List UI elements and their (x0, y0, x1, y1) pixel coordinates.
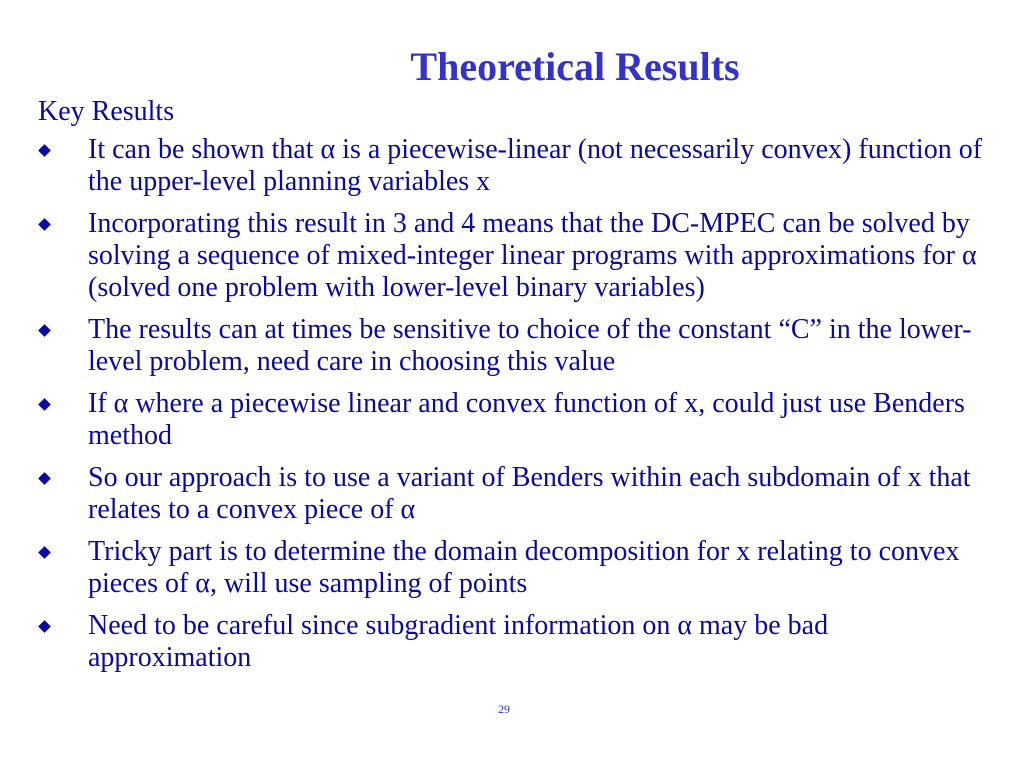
bullet-text: The results can at times be sensitive to choice of the constant “C” in the lower-level problem, need care in choosing this value (88, 314, 972, 377)
bullet-item (38, 610, 998, 674)
bullet-item (38, 462, 998, 526)
slide-content (38, 96, 998, 684)
bullet-item (38, 134, 998, 198)
section-heading: Key Results (38, 96, 175, 127)
bullet-text: It can be shown that α is a piecewise-linear (not necessarily convex) function of the upper-level planning variables x (88, 134, 983, 197)
diamond-bullet-icon (38, 546, 51, 559)
bullet-item (38, 208, 998, 304)
slide-title: Theoretical Results (410, 44, 740, 89)
diamond-bullet-icon (38, 472, 51, 485)
bullet-text: If α where a piecewise linear and convex function of x, could just use Benders method (88, 388, 965, 451)
diamond-bullet-icon (38, 620, 51, 633)
bullet-list (38, 134, 998, 674)
bullet-item (38, 314, 998, 378)
page-number: 29 (498, 702, 510, 716)
diamond-bullet-icon (38, 218, 51, 231)
bullet-item (38, 388, 998, 452)
bullet-text: So our approach is to use a variant of Benders within each subdomain of x that relates to a convex piece of α (88, 462, 971, 525)
bullet-text: Need to be careful since subgradient information on α may be bad approximation (88, 610, 829, 673)
bullet-text: Tricky part is to determine the domain decomposition for x relating to convex pieces of α, will use sampling of points (88, 536, 960, 599)
bullet-text: Incorporating this result in 3 and 4 means that the DC-MPEC can be solved by solving a sequence of mixed-integer linear programs with approximations for α (solved one problem with lower-level binary variables) (88, 208, 977, 303)
diamond-bullet-icon (38, 324, 51, 337)
diamond-bullet-icon (38, 398, 51, 411)
diamond-bullet-icon (38, 144, 51, 157)
bullet-item (38, 536, 998, 600)
